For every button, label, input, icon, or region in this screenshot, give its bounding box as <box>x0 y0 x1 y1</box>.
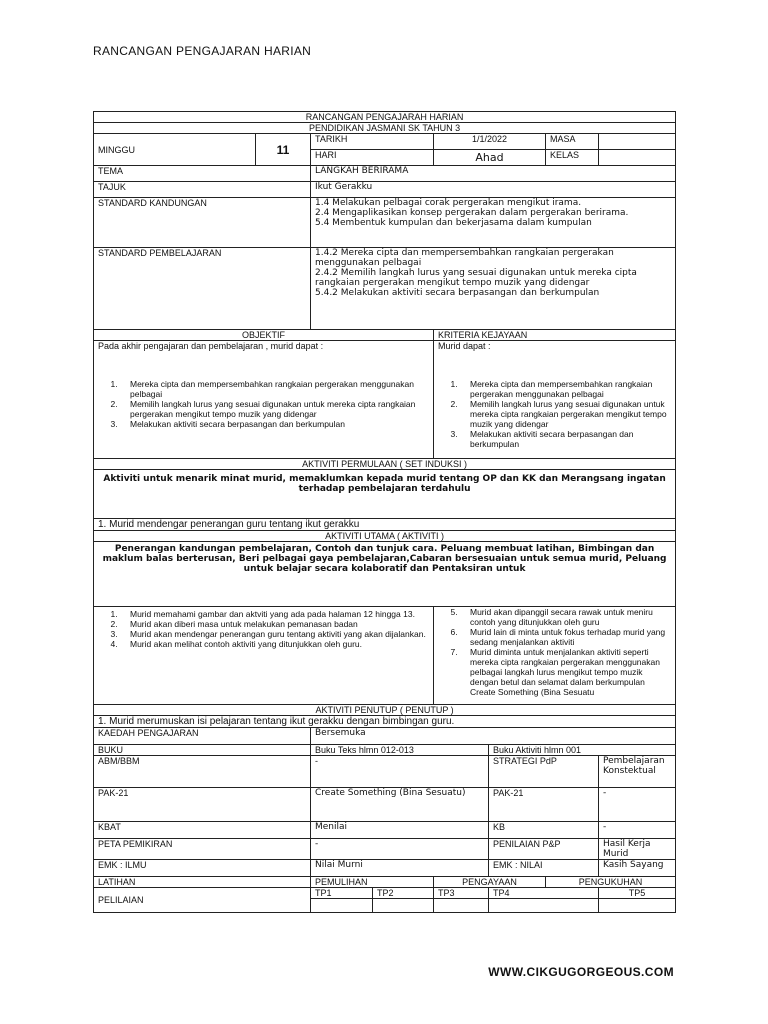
permulaan-step: 1. Murid mendengar penerangan guru tentang ikut gerakku <box>94 519 676 531</box>
kriteria-item: 2. Memilih langkah lurus yang sesuai digunakan untuk mereka cipta rangkaian pergerakan mengikut tempo muzik yang didengar <box>460 399 671 429</box>
pak21-value: Create Something (Bina Sesuatu) <box>311 788 489 822</box>
tp3-cell: TP3 <box>434 888 489 899</box>
header-title: RANCANGAN PENGAJARAH HARIAN <box>94 112 676 123</box>
tp3-value <box>434 899 489 913</box>
tp5-value <box>599 899 676 913</box>
tp1-cell: TP1 <box>311 888 373 899</box>
kbat-label: KBAT <box>94 822 311 839</box>
standard-kandungan-item: 2.4 Mengaplikasikan konsep pergerakan dalam pergerakan berirama. <box>315 208 629 218</box>
pelilaian-label: PELILAIAN <box>94 888 311 913</box>
buku-aktiviti: Buku Aktiviti hlmn 001 <box>489 745 676 756</box>
utama-left-list <box>98 609 429 649</box>
masa-label: MASA <box>546 134 599 150</box>
tp1-value <box>311 899 373 913</box>
standard-kandungan-item: 5.4 Membentuk kumpulan dan bekerjasama dalam kumpulan <box>315 218 592 228</box>
tema-value: LANGKAH BERIRAMA <box>311 166 676 182</box>
utama-header: AKTIVITI UTAMA ( AKTIVITI ) <box>94 531 676 542</box>
objektif-item: 3. Melakukan aktiviti secara berpasangan dan berkumpulan <box>120 419 429 429</box>
tajuk-value: Ikut Gerakku <box>311 182 676 198</box>
standard-pembelajaran-list <box>311 248 676 330</box>
kriteria-item: 1. Mereka cipta dan mempersembahkan rangkaian pergerakan menggunakan pelbagai <box>460 379 671 399</box>
tajuk-label: TAJUK <box>94 182 311 198</box>
kriteria-list <box>438 379 671 449</box>
peta-label: PETA PEMIKIRAN <box>94 839 311 860</box>
utama-right-item: 5. Murid akan dipanggil secara rawak untuk meniru contoh yang ditunjukkan oleh guru <box>460 607 671 627</box>
header-subtitle: PENDIDIKAN JASMANI SK TAHUN 3 <box>94 123 676 134</box>
emk-ilmu-value: Nilai Murni <box>311 860 489 877</box>
pak21-label: PAK-21 <box>94 788 311 822</box>
utama-left-item: 2. Murid akan diberi masa untuk melakukan pemanasan badan <box>120 619 429 629</box>
minggu-label: MINGGU <box>94 134 256 166</box>
hari-value: Ahad <box>434 150 546 166</box>
utama-left-cell <box>94 607 434 705</box>
objektif-cell <box>94 341 434 459</box>
masa-value <box>599 134 676 150</box>
peta-value: - <box>311 839 489 860</box>
objektif-item: 2. Memilih langkah lurus yang sesuai digunakan untuk mereka cipta rangkaian pergerakan mengikut tempo muzik yang didengar <box>120 399 429 419</box>
tarikh-value: 1/1/2022 <box>434 134 546 150</box>
permulaan-header: AKTIVITI PERMULAAN ( SET INDUKSI ) <box>94 459 676 470</box>
pemulihan-label: PEMULIHAN <box>311 877 434 888</box>
abm-label: ABM/BBM <box>94 756 311 788</box>
kaedah-label: KAEDAH PENGAJARAN <box>94 728 311 745</box>
standard-kandungan-label: STANDARD KANDUNGAN <box>94 198 311 248</box>
emk-ilmu-label: EMK : ILMU <box>94 860 311 877</box>
kriteria-cell <box>434 341 676 459</box>
tp4-value <box>489 899 599 913</box>
objektif-intro: Pada akhir pengajaran dan pembelajaran , murid dapat : <box>98 341 324 351</box>
kriteria-header: KRITERIA KEJAYAAN <box>434 330 676 341</box>
kelas-label: KELAS <box>546 150 599 166</box>
tema-label: TEMA <box>94 166 311 182</box>
footer-url: WWW.CIKGUGORGEOUS.COM <box>488 965 674 979</box>
standard-kandungan-list <box>311 198 676 248</box>
kb-value: - <box>599 822 676 839</box>
pak21-right-value: - <box>599 788 676 822</box>
document-title: RANCANGAN PENGAJARAN HARIAN <box>93 44 312 58</box>
lesson-plan-table <box>93 111 676 913</box>
buku-teks: Buku Teks hlmn 012-013 <box>311 745 489 756</box>
utama-left-item: 3. Murid akan mendengar penerangan guru tentang aktiviti yang akan dijalankan. <box>120 629 429 639</box>
strategi-label: STRATEGI PdP <box>489 756 599 788</box>
emk-nilai-label: EMK : NILAI <box>489 860 599 877</box>
buku-label: BUKU <box>94 745 311 756</box>
minggu-value: 11 <box>256 134 311 166</box>
penilaian-value: Hasil Kerja Murid <box>599 839 676 860</box>
permulaan-banner: Aktiviti untuk menarik minat murid, memaklumkan kepada murid tentang OP dan KK dan Merangsang ingatan terhadap pembelajaran terdahulu <box>94 470 676 519</box>
standard-pembelajaran-item: 5.4.2 Melakukan aktiviti secara berpasangan dan berkumpulan <box>315 288 600 298</box>
pengukuhan-label: PENGUKUHAN <box>546 877 676 888</box>
pak21-right-label: PAK-21 <box>489 788 599 822</box>
objektif-list <box>98 379 429 429</box>
kriteria-item: 3. Melakukan aktiviti secara berpasangan dan berkumpulan <box>460 429 671 449</box>
standard-pembelajaran-item: 2.4.2 Memilih langkah lurus yang sesuai digunakan untuk mereka cipta rangkaian pergerakan mengikut tempo muzik yang didengar <box>315 268 637 288</box>
utama-banner: Penerangan kandungan pembelajaran, Contoh dan tunjuk cara. Peluang membuat latihan, Bimbingan dan maklum balas berterusan, Beri pelbagai gaya pembelajaran,Cabaran bersesuaian untuk semua murid, Peluang untuk belajar secara kolaboratif dan Pentaksiran untuk <box>94 542 676 607</box>
objektif-header: OBJEKTIF <box>94 330 434 341</box>
standard-pembelajaran-label: STANDARD PEMBELAJARAN <box>94 248 311 330</box>
emk-nilai-value: Kasih Sayang <box>599 860 676 877</box>
utama-right-item: 7. Murid diminta untuk menjalankan aktiviti seperti mereka cipta rangkaian pergerakan menggunakan pelbagai langkah lurus mengikut tempo muzik dengan betul dan selamat dalam berkumpulan Create Something (Bina Sesuatu <box>460 647 671 697</box>
abm-value: - <box>311 756 489 788</box>
latihan-label: LATIHAN <box>94 877 311 888</box>
standard-pembelajaran-item: 1.4.2 Mereka cipta dan mempersembahkan rangkaian pergerakan menggunakan pelbagai <box>315 248 614 268</box>
utama-right-list <box>438 607 671 697</box>
standard-kandungan-item: 1.4 Melakukan pelbagai corak pergerakan mengikut irama. <box>315 198 582 208</box>
kbat-value: Menilai <box>311 822 489 839</box>
kb-label: KB <box>489 822 599 839</box>
tp2-value <box>373 899 434 913</box>
tp4-cell: TP4 <box>489 888 599 899</box>
kriteria-intro: Murid dapat : <box>438 341 491 351</box>
kaedah-value: Bersemuka <box>311 728 676 745</box>
utama-right-item: 6. Murid lain di minta untuk fokus terhadap murid yang sedang menjalankan aktiviti <box>460 627 671 647</box>
penutup-step: 1. Murid merumuskan isi pelajaran tentang ikut gerakku dengan bimbingan guru. <box>94 716 676 728</box>
utama-left-item: 1. Murid memahami gambar dan aktviti yang ada pada halaman 12 hingga 13. <box>120 609 429 619</box>
kelas-value <box>599 150 676 166</box>
tp2-cell: TP2 <box>373 888 434 899</box>
tarikh-label: TARIKH <box>311 134 434 150</box>
hari-label: HARI <box>311 150 434 166</box>
pengayaan-label: PENGAYAAN <box>434 877 546 888</box>
strategi-value: Pembelajaran Konstektual <box>599 756 676 788</box>
objektif-item: 1. Mereka cipta dan mempersembahkan rangkaian pergerakan menggunakan pelbagai <box>120 379 429 399</box>
utama-left-item: 4. Murid akan melihat contoh aktiviti yang ditunjukkan oleh guru. <box>120 639 429 649</box>
tp5-cell: TP5 <box>599 888 676 899</box>
penilaian-label: PENILAIAN P&P <box>489 839 599 860</box>
penutup-header: AKTIVITI PENUTUP ( PENUTUP ) <box>94 705 676 716</box>
utama-right-cell <box>434 607 676 705</box>
